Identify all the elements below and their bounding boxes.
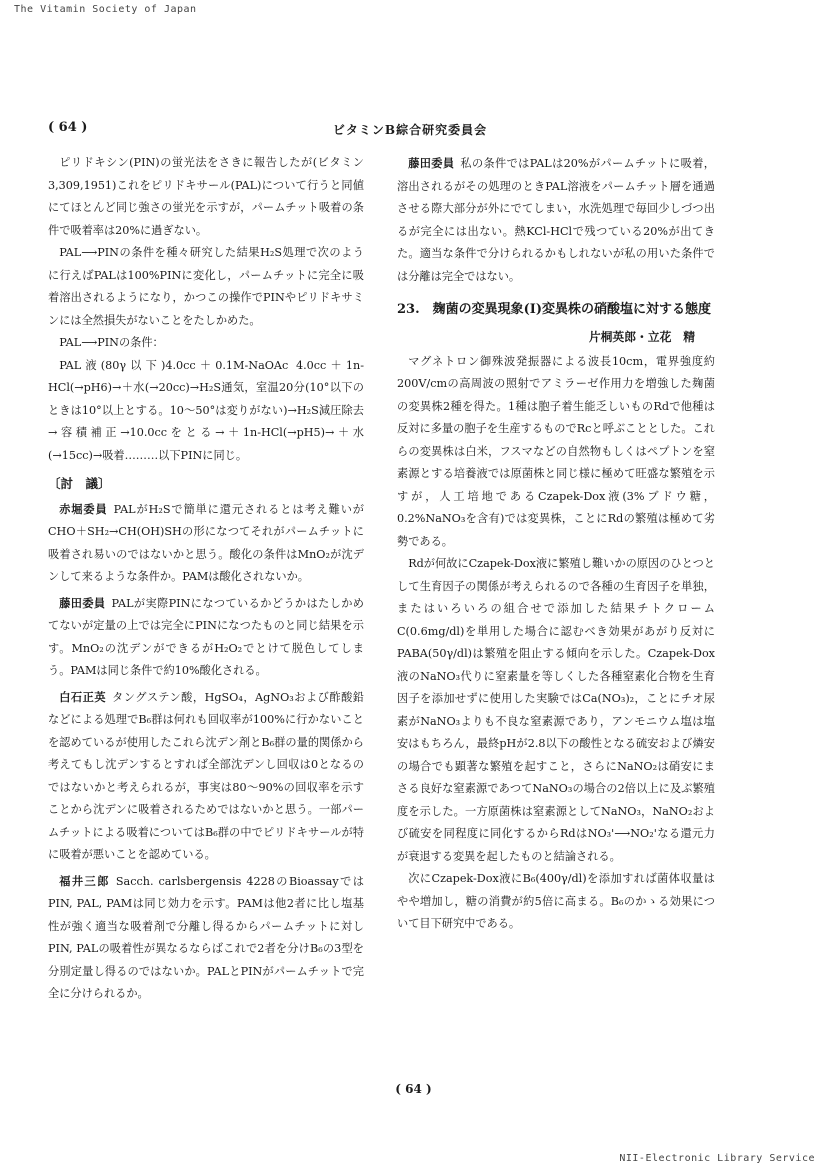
paragraph: ピリドキシン(PIN)の蛍光法をさきに報告したが(ビタミン3,309,1951)これをピリドキサール(PAL)について行うと同値にてほとんど同じ強さの蛍光を示すが，パームチット吸着の条件で吸着率は20%に過ぎない。 bbox=[48, 156, 364, 237]
discussion-text: 私の条件ではPALは20%がパームチットに吸着，溶出されるがその処理のときPAL溶液をパームチット層を通過させる際大部分が外にでてしまい，水洗処理で毎回少しづつ出るが完全には出ない。熱KCl-HClで残つている20%が出てきた。適当な条件で分けられるかもしれないが私の用いた条件では分離は完全ではない。 bbox=[397, 157, 715, 283]
speaker-name: 福井三郎 bbox=[59, 873, 110, 888]
section-number: 23. bbox=[397, 302, 420, 317]
left-column bbox=[48, 152, 364, 1009]
discussion-entry bbox=[48, 686, 364, 867]
section-title bbox=[397, 298, 715, 322]
watermark-top: The Vitamin Society of Japan bbox=[14, 4, 197, 15]
discussion-text: PALが実際PINになつているかどうかはたしかめてないが定量の上では完全にPINになつたものと同じ結果を示す。MnO₂の沈デンができるがH₂O₂でとけて脱色してしまう。PAMは同じ条件で約10%酸化される。 bbox=[48, 596, 364, 677]
paragraph: マグネトロン御殊波発振器による波長10cm，電界強度約200V/cmの高周波の照射でアミラーゼ作用力を増強した麹菌の変異株2種を得た。1種は胞子着生能乏しいものRdで他種は反対に多量の胞子を生産するものでRcと呼ぶこととした。これらの変異株は白米，フスマなどの自然物もしくはペプトンを窒素源とする培養液では原菌株と同じ様に極めて旺盛な繁殖を示すが，人工培地であるCzapek-Dox液(3%ブドウ糖，0.2%NaNO₃を含有)では変異株，ことにRdの繁殖は極めて劣勢である。 bbox=[397, 354, 715, 548]
authors: 片桐英郎・立花 精 bbox=[588, 330, 695, 344]
watermark-bottom: NII-Electronic Library Service bbox=[619, 1153, 815, 1164]
discussion-entry bbox=[397, 152, 715, 288]
discussion-text: PALがH₂Sで簡単に還元されるとは考え難いがCHO＋SH₂→CH(OH)SHの形になつてそれがパームチットに吸着され易いのではないかと思う。酸化の条件はMnO₂が沈デンして来るような条件か。PAMは酸化されないか。 bbox=[48, 502, 364, 583]
page-number: ( 64 ) bbox=[48, 120, 88, 135]
discussion-heading: 〔討 議〕 bbox=[48, 476, 111, 491]
discussion-text: タングステン酸，HgSO₄，AgNO₃および酢酸鉛などによる処理でB₆群は何れも回収率が100%に行かないことを認めているが使用したこれら沈デン剤とB₆群の量的関係から考えてもし沈デンするとすれば全部沈デンし回収は0となるのではないかと考えられるが，事実は80～90%の回収率を示すことから沈デンに吸着されるためではないかと思う。一部パームチットによる吸着についてはB₆群の中でピリドキサールが特に吸着が悪いことを認めている。 bbox=[48, 690, 364, 861]
discussion-entry bbox=[48, 498, 364, 589]
discussion-entry bbox=[48, 870, 364, 1006]
paragraph: PAL⟶PINの条件を種々研究した結果H₂S処理で次のように行えばPALは100%PINに変化し，パームチットに完全に吸着溶出されるようになり，かつこの操作でPINやピリドキサミンには全然損失がないことをたしかめた。 bbox=[48, 246, 364, 327]
speaker-name: 白石正英 bbox=[59, 689, 107, 704]
speaker-name: 藤田委員 bbox=[59, 595, 106, 610]
paragraph: 次にCzapek-Dox液にB₆(400γ/dl)を添加すれば菌体収量はやや増加し，糖の消費が約5倍に高まる。B₆のかゝる効果について目下研究中である。 bbox=[397, 872, 715, 930]
discussion-text: Sacch. carlsbergensis 4228のBioassayではPIN, PAL, PAMは同じ効力を示す。PAMは他2者に比し塩基性が強く適当な吸着剤で分離し得るからパームチットに対しPIN, PALの吸着性が異なるならばこれで2者を分けB₆の3型を分別定量し得るのではないか。PALとPINがパームチットで完全に分けられるか。 bbox=[48, 874, 364, 1000]
speaker-name: 赤堀委員 bbox=[59, 501, 108, 516]
paragraph: PAL液(80γ以下)4.0cc＋0.1M-NaOAc 4.0cc＋1n-HCl(→pH6)→＋水(→20cc)→H₂S通気，室温20分(10°以下のときは10°以上とする。10～50°は変りがない)→H₂S減圧除去→容積補正→10.0ccをとる→＋1n-HCl(→pH5)→＋水(→15cc)→吸着………以下PINに同じ。 bbox=[48, 358, 364, 462]
discussion-entry bbox=[48, 592, 364, 683]
right-column bbox=[397, 152, 715, 936]
speaker-name: 藤田委員 bbox=[408, 156, 455, 170]
section-title-text: 麹菌の変異現象(Ⅰ)変異株の硝酸塩に対する態度 bbox=[432, 302, 712, 317]
paragraph: Rdが何故にCzapek-Dox液に繁殖し難いかの原因のひとつとして生育因子の関係が考えられるので各種の生育因子を単独，またはいろいろの組合せで添加した結果チトクロームC(0.6mg/dl)を単用した場合に認むべき効果があがり反対にPABA(50γ/dl)は繁殖を阻止する傾向を示した。Czapek-Dox液のNaNO₃代りに窒素量を等しくした各種窒素化合物を生育因子を添加せずに使用した実験ではCa(NO₃)₂，ことにチオ尿素がNaNO₃よりも不良な窒素源であり，アンモニウム塩は塩安はもちろん，最終pHが2.8以下の酸性となる硫安および燐安の場合でも顕著な繁殖を起すこと，さらにNaNO₂は硝安にまさる良好な窒素源であつてNaNO₃の場合の2倍以上に及ぶ繁殖度を示した。一方原菌株は窒素源としてNaNO₃，NaNO₂および硫安を同程度に同化するからRdはNO₃'⟶NO₂'なる還元力が衰退する変異を起したものと結論される。 bbox=[397, 557, 715, 863]
running-title: ビタミンB綜合研究委員会 bbox=[332, 123, 488, 137]
paragraph: PAL⟶PINの条件： bbox=[59, 336, 164, 349]
footer-page-number: ( 64 ) bbox=[395, 1082, 432, 1096]
